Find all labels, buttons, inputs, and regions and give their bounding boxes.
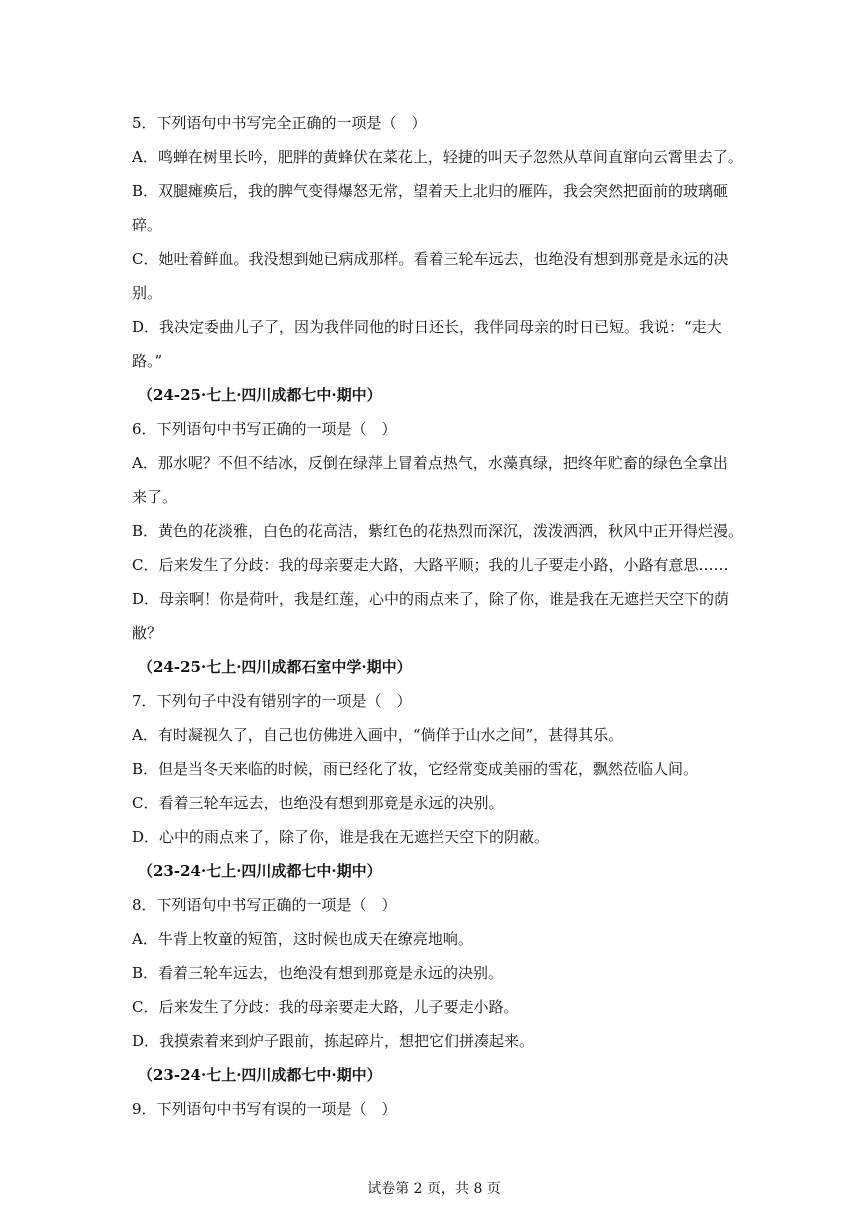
question-8-option-d: D．我摸索着来到炉子跟前，拣起碎片，想把它们拼凑起来。	[132, 1032, 535, 1050]
question-8-option-b: B．看着三轮车远去，也绝没有想到那竟是永远的决别。	[132, 964, 504, 982]
question-6-option-d-line2: 敝？	[132, 624, 163, 642]
question-6-option-a-line1: A．那水呢？不但不结冰，反倒在绿萍上冒着点热气，水藻真绿，把终年贮畜的绿色全拿出	[132, 454, 728, 472]
question-5-option-b-line1: B．双腿瘫痪后，我的脾气变得爆怒无常，望着天上北归的雁阵，我会突然把面前的玻璃砸	[132, 182, 729, 200]
question-5-option-c-line2: 别。	[132, 284, 163, 302]
question-6-option-a-line2: 来了。	[132, 488, 178, 506]
question-7-source: （24-25·七上·四川成都石室中学·期中）	[138, 658, 412, 676]
question-5-stem: 5．下列语句中书写完全正确的一项是（ ）	[132, 114, 427, 132]
question-6-option-b: B．黄色的花淡雅，白色的花高洁，紫红色的花热烈而深沉，泼泼洒洒，秋风中正开得烂漫。	[132, 522, 744, 540]
question-5-option-d-line1: D．我决定委曲儿子了，因为我伴同他的时日还长，我伴同母亲的时日已短。我说：“走大	[132, 318, 722, 336]
question-7-stem: 7．下列句子中没有错别字的一项是（ ）	[132, 692, 412, 710]
question-5-option-d-line2: 路。”	[132, 352, 163, 370]
question-7-option-c: C．看着三轮车远去，也绝没有想到那竟是永远的决别。	[132, 794, 504, 812]
question-8-option-a: A．牛背上牧童的短笛，这时候也成天在缭亮地响。	[132, 930, 473, 948]
question-6-option-d-line1: D．母亲啊！你是荷叶，我是红莲，心中的雨点来了，除了你，谁是我在无遮拦天空下的荫	[132, 590, 730, 608]
question-6-source: （24-25·七上·四川成都七中·期中）	[138, 386, 382, 404]
question-8-stem: 8．下列语句中书写正确的一项是（ ）	[132, 896, 397, 914]
question-5-option-b-line2: 碎。	[132, 216, 163, 234]
page-footer: 试卷第 2 页，共 8 页	[367, 1181, 501, 1197]
question-5-option-a: A．鸣蝉在树里长吟，肥胖的黄蜂伏在菜花上，轻捷的叫天子忽然从草间直窜向云霄里去了。	[132, 148, 743, 166]
question-6-option-c: C．后来发生了分歧：我的母亲要走大路，大路平顺；我的儿子要走小路，小路有意思……	[132, 556, 729, 574]
question-7-option-b: B．但是当冬天来临的时候，雨已经化了妆，它经常变成美丽的雪花，飘然莅临人间。	[132, 760, 699, 778]
question-7-option-a: A．有时凝视久了，自己也仿佛进入画中，“倘佯于山水之间”，甚得其乐。	[132, 726, 624, 744]
question-8-option-c: C．后来发生了分歧：我的母亲要走大路，儿子要走小路。	[132, 998, 519, 1016]
question-6-stem: 6．下列语句中书写正确的一项是（ ）	[132, 420, 397, 438]
question-8-source: （23-24·七上·四川成都七中·期中）	[138, 862, 382, 880]
question-9-source: （23-24·七上·四川成都七中·期中）	[138, 1066, 382, 1084]
question-9-stem: 9．下列语句中书写有误的一项是（ ）	[132, 1100, 397, 1118]
question-5-option-c-line1: C．她吐着鲜血。我没想到她已病成那样。看着三轮车远去，也绝没有想到那竟是永远的决	[132, 250, 729, 268]
question-7-option-d: D．心中的雨点来了，除了你，谁是我在无遮拦天空下的阴蔽。	[132, 828, 550, 846]
